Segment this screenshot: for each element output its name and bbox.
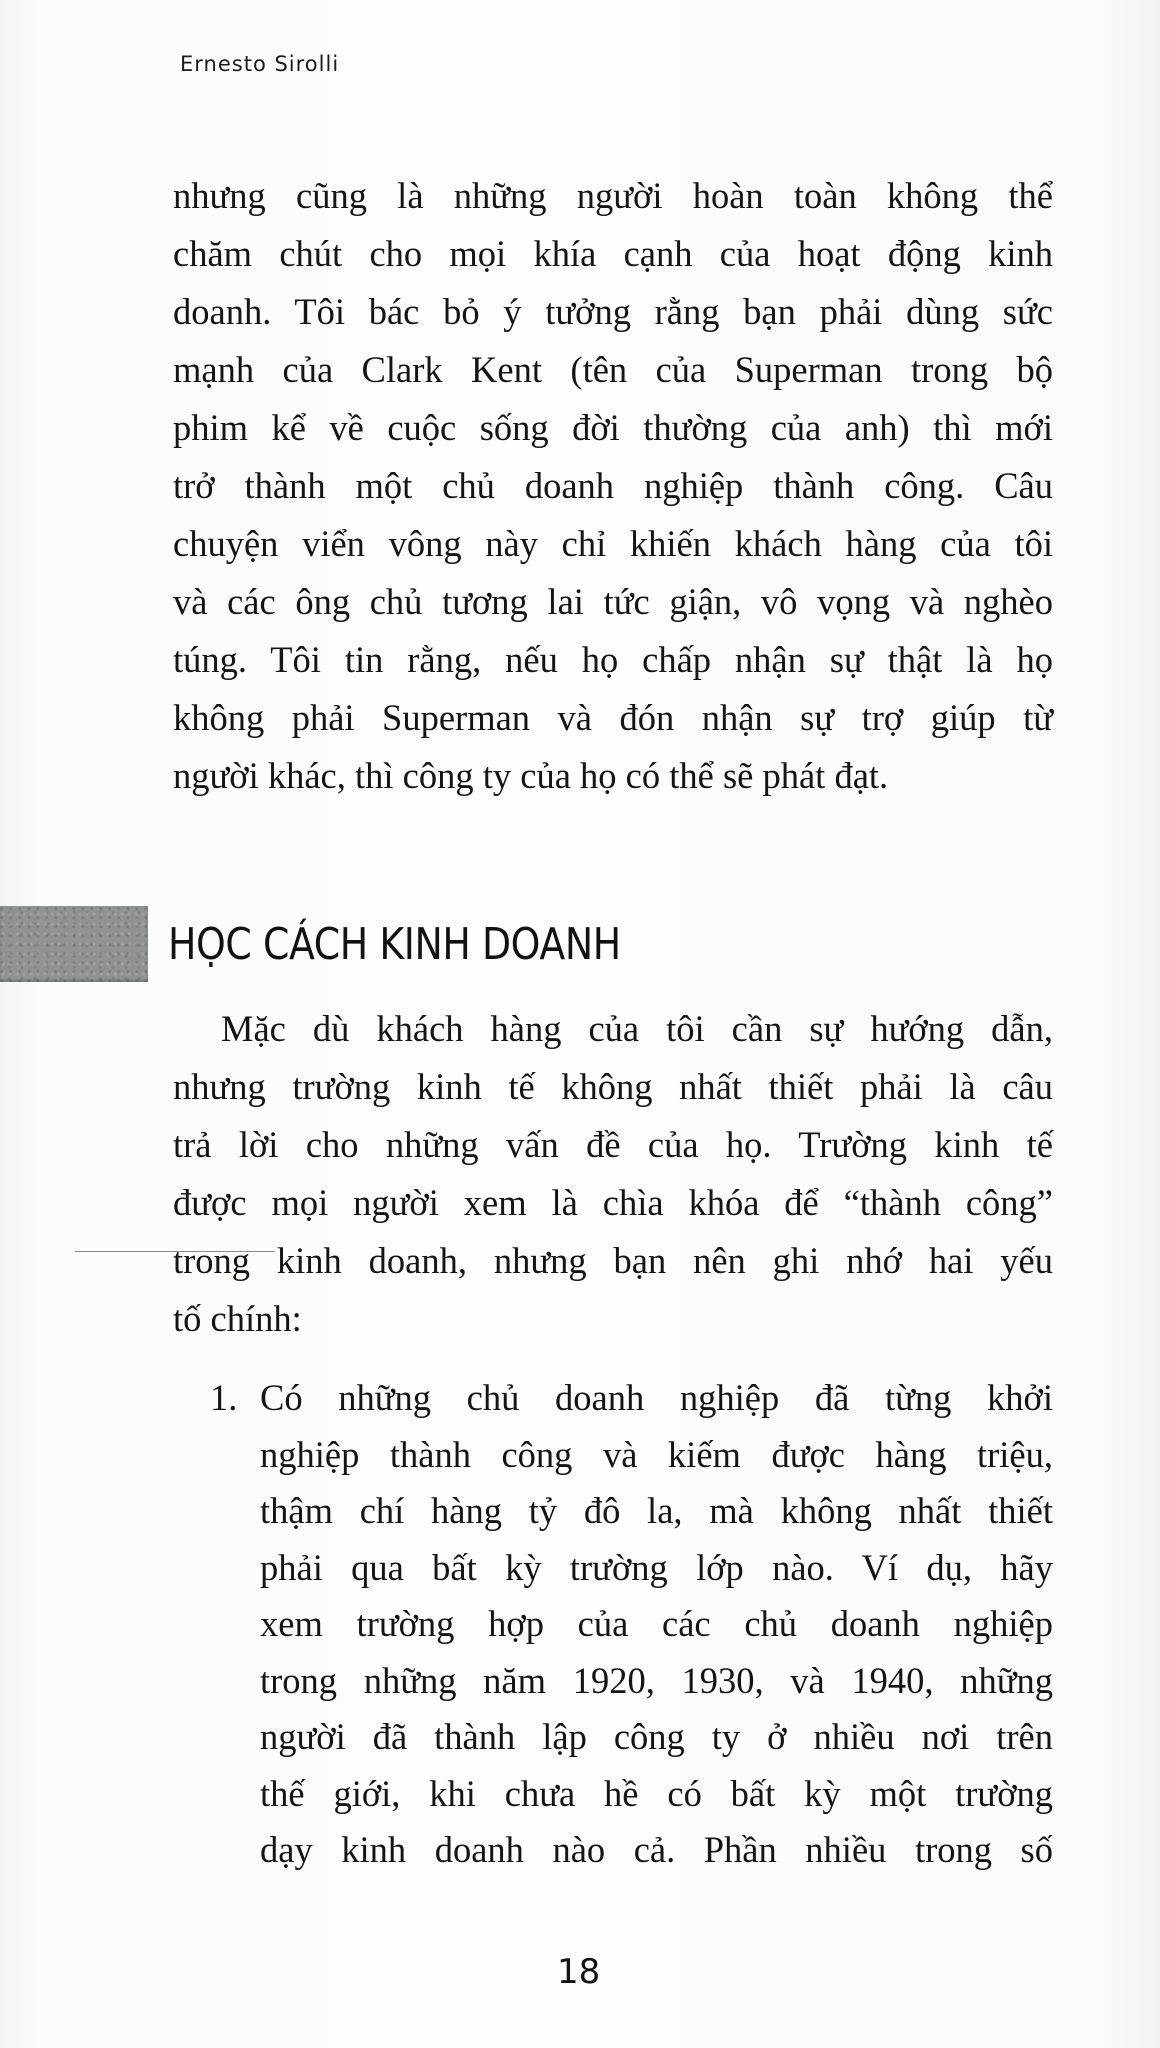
text-line: mạnh của Clark Kent (tên của Superman trong bộ [173, 349, 1053, 390]
text-line: chuyện viển vông này chỉ khiến khách hàng của tôi [173, 523, 1053, 564]
text-line: thế giới, khi chưa hề có bất kỳ một trường [260, 1772, 1053, 1814]
text-line: xem trường hợp của các chủ doanh nghiệp [260, 1603, 1053, 1644]
text-line: người khác, thì công ty của họ có thể sẽ phát đạt. [173, 755, 889, 796]
text-line: không phải Superman và đón nhận sự trợ giúp từ [173, 697, 1053, 738]
text-line: trong kinh doanh, nhưng bạn nên ghi nhớ hai yếu [173, 1240, 1053, 1281]
section-marker-bar [0, 906, 148, 982]
text-line: được mọi người xem là chìa khóa để “thành công” [173, 1182, 1053, 1223]
text-line: thậm chí hàng tỷ đô la, mà không nhất thiết [260, 1490, 1053, 1531]
paragraph-1 [173, 167, 1053, 805]
text-line: người đã thành lập công ty ở nhiều nơi trên [260, 1716, 1053, 1757]
running-head-author: Ernesto Sirolli [180, 52, 340, 76]
list-item-number: 1. [210, 1377, 238, 1418]
text-line: tố chính: [173, 1298, 302, 1339]
text-line: dạy kinh doanh nào cả. Phần nhiều trong số [260, 1829, 1053, 1870]
text-line: doanh. Tôi bác bỏ ý tưởng rằng bạn phải dùng sức [173, 291, 1053, 332]
page-number: 18 [557, 1952, 601, 1992]
text-line: nhưng cũng là những người hoàn toàn không thể [173, 175, 1053, 216]
text-line: túng. Tôi tin rằng, nếu họ chấp nhận sự thật là họ [173, 639, 1053, 680]
text-line: trả lời cho những vấn đề của họ. Trường kinh tế [173, 1124, 1053, 1165]
list-item [210, 1370, 1053, 1879]
text-line: và các ông chủ tương lai tức giận, vô vọng và nghèo [173, 581, 1053, 622]
text-line: Mặc dù khách hàng của tôi cần sự hướng dẫn, [221, 1008, 1053, 1049]
text-line: phải qua bất kỳ trường lớp nào. Ví dụ, hãy [260, 1546, 1053, 1588]
numbered-list [210, 1370, 1053, 1879]
text-line: chăm chút cho mọi khía cạnh của hoạt động kinh [173, 233, 1053, 274]
text-line: phim kể về cuộc sống đời thường của anh) thì mới [173, 407, 1053, 448]
text-line: trong những năm 1920, 1930, và 1940, những [260, 1659, 1053, 1701]
text-line: nhưng trường kinh tế không nhất thiết phải là câu [173, 1066, 1053, 1107]
paragraph-2 [173, 1000, 1053, 1348]
section-heading: HỌC CÁCH KINH DOANH [168, 919, 621, 970]
text-line: trở thành một chủ doanh nghiệp thành công. Câu [173, 465, 1053, 506]
text-line: nghiệp thành công và kiếm được hàng triệu, [260, 1433, 1053, 1475]
text-line: Có những chủ doanh nghiệp đã từng khởi [260, 1377, 1053, 1418]
